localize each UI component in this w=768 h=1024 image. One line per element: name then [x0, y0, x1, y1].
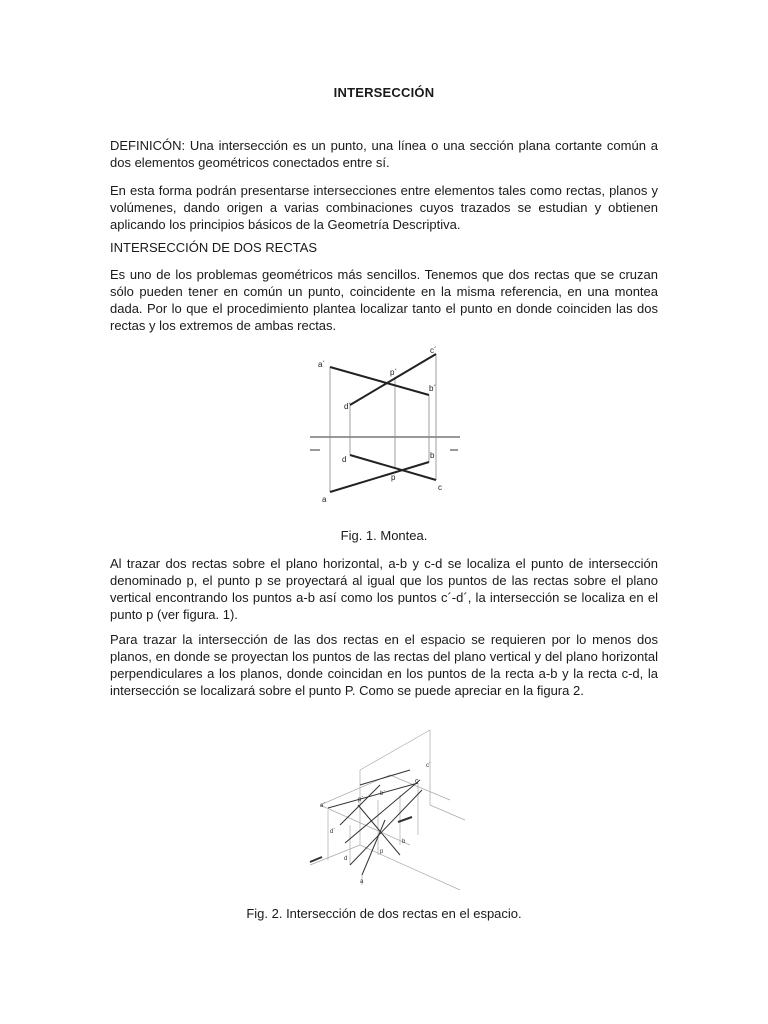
- line-ab-horizontal: [358, 805, 400, 855]
- label-d-prime-2: d´: [330, 829, 336, 835]
- page-title: INTERSECCIÓN: [333, 85, 435, 100]
- figure-2-space: [300, 725, 470, 895]
- label-c-prime: c´: [430, 346, 437, 355]
- label-d: d: [342, 455, 347, 464]
- line-a-prime-b-prime: [330, 367, 429, 395]
- label-b-prime-2: b´: [380, 791, 386, 797]
- label-d-prime: d´: [344, 402, 352, 411]
- label-p-prime-2: p´: [358, 797, 364, 803]
- horizontal-plane-paragraph: Al trazar dos rectas sobre el plano horizontal, a-b y c-d se localiza el punto de intersección denominado p, el punto p se proyectará al igual que los puntos de las rectas sobre el plano vertical encontrando los puntos a-b así como los puntos c´-d´, la intersección se localiza en el punto p (ver figura. 1).: [110, 556, 658, 622]
- hp-edge-diag2: [320, 805, 410, 845]
- intro-paragraph: En esta forma podrán presentarse intersecciones entre elementos tales como rectas, planos y volúmenes, dando origen a varias combinaciones cuyos trazados se estudian y obtienen aplicando los principios básicos de la Geometría Descriptiva.: [110, 183, 658, 232]
- space-paragraph: Para trazar la intersección de las dos rectas en el espacio se requieren por lo menos dos planos, en donde se proyectan los puntos de las rectas del plano vertical y del plano horizontal perpendiculares a los planos, donde coincidan en los puntos de la recta a-b y la recta c-d, la intersección se localizará sobre el punto P. Como se puede apreciar en la figura 2.: [110, 632, 658, 698]
- label-a: a: [322, 495, 327, 504]
- label-b: b: [430, 451, 435, 460]
- label-p-2: p: [380, 849, 384, 855]
- label-b-prime: b´: [429, 384, 437, 393]
- line-c-prime-d-prime: [350, 354, 436, 405]
- vp-edge-back: [360, 730, 430, 770]
- figure-2-caption: Fig. 2. Intersección de dos rectas en el espacio.: [246, 906, 522, 921]
- problem-paragraph: Es uno de los problemas geométricos más sencillos. Tenemos que dos rectas que se cruzan sólo pueden tener en común un punto, coincidente en la misma referencia, en una montea dada. Por lo que el procedimiento plantea localizar tanto el punto en donde coinciden las dos rectas y los extremos de ambas rectas.: [110, 267, 658, 333]
- label-d-2: d: [344, 856, 348, 862]
- label-b-2: b: [402, 839, 406, 845]
- line-a-b: [330, 462, 429, 492]
- definition-paragraph: DEFINICÓN: Una intersección es un punto, una línea o una sección plana cortante común a dos elementos geométricos conectados entre sí.: [110, 138, 658, 170]
- label-a-2: a: [360, 879, 364, 885]
- hp-edge-right: [360, 845, 460, 890]
- label-c-prime-2: c´: [426, 763, 431, 769]
- line-diag-a: [360, 770, 410, 785]
- figure-1-montea: [300, 340, 470, 510]
- hp-edge-diag3: [390, 775, 450, 800]
- hp-edge-mid: [430, 805, 465, 820]
- section-heading: INTERSECCIÓN DE DOS RECTAS: [110, 240, 318, 255]
- label-c: c: [438, 483, 442, 492]
- label-p-prime: p´: [390, 368, 398, 377]
- label-a-prime-2: a´: [320, 803, 326, 809]
- label-c-2: c: [415, 778, 419, 785]
- label-a-prime: a´: [318, 360, 326, 369]
- label-p: p: [391, 473, 396, 482]
- figure-1-caption: Fig. 1. Montea.: [340, 528, 428, 543]
